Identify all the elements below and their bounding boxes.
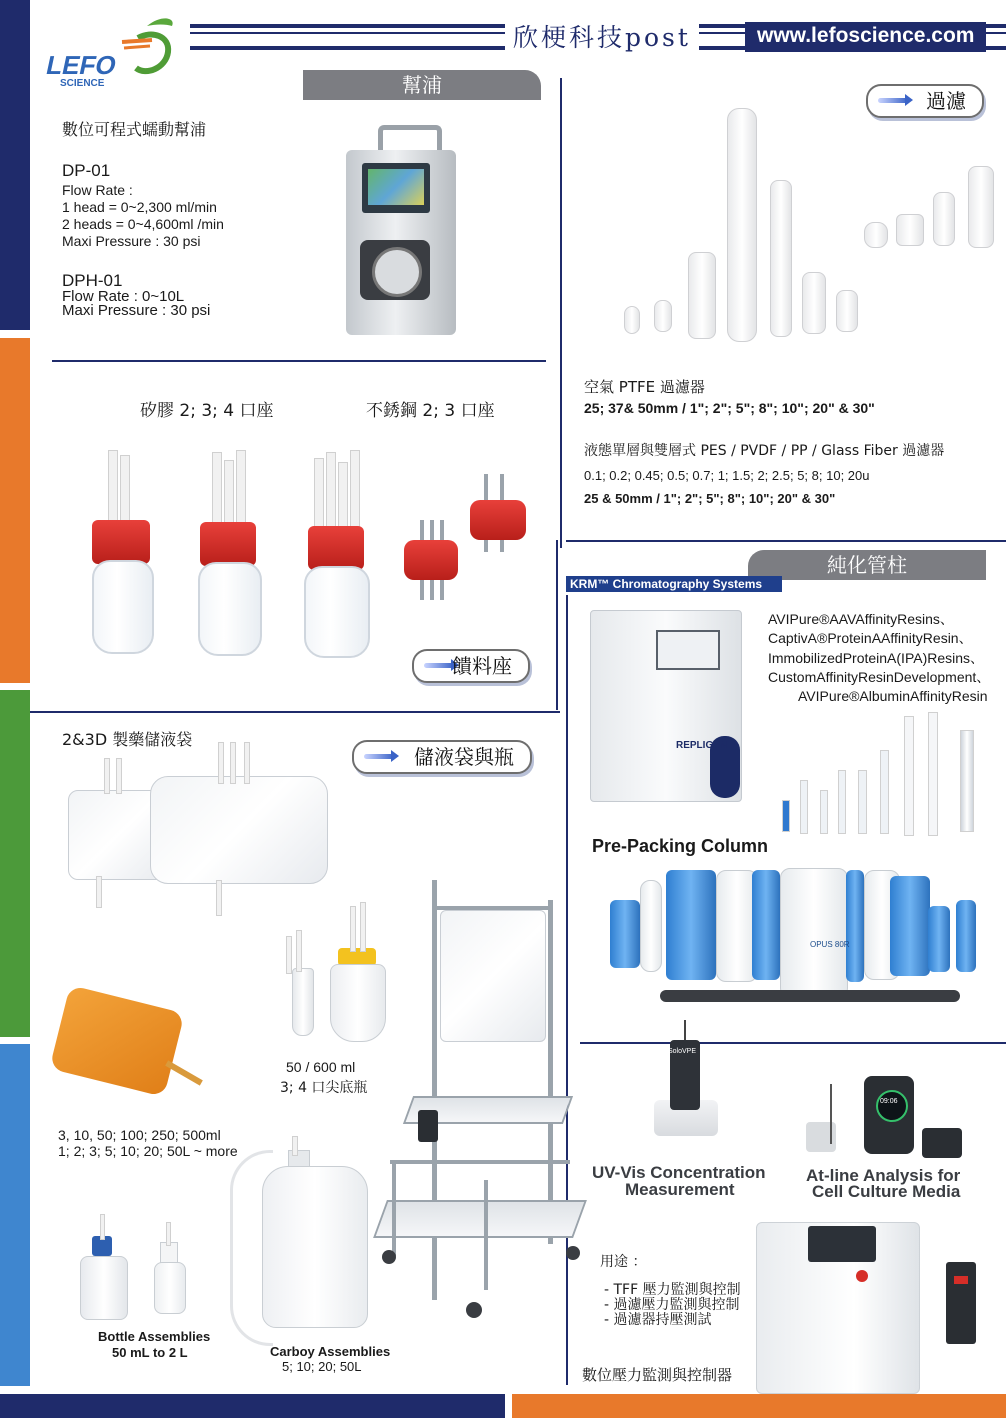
krm-banner-label: KRM™ Chromatography Systems <box>570 577 763 591</box>
dp01-line-0: Flow Rate : <box>62 182 133 198</box>
purification-divider <box>566 540 1006 542</box>
uv-title-2: Measurement <box>625 1180 735 1199</box>
bags-title: 2&3D 製藥儲液袋 <box>62 730 193 749</box>
logo <box>43 12 182 90</box>
liquid-filter-sizes: 25 & 50mm / 1"; 2"; 5"; 8"; 10"; 20" & 30" <box>584 491 836 506</box>
steel-ports-label: 不銹鋼 2; 3 口座 <box>366 401 495 421</box>
repligen-label: REPLIGEN <box>676 740 728 751</box>
center-divider-top <box>560 78 562 548</box>
silicone-ports-label: 矽膠 2; 3; 4 口座 <box>140 401 274 421</box>
prepacking-label: Pre-Packing Column <box>592 836 769 856</box>
dph01-line-1: Maxi Pressure : 30 psi <box>62 302 211 319</box>
pill-filter-label: 過濾 <box>926 89 966 113</box>
header-title: 欣梗科技post <box>505 18 699 54</box>
pill-filter[interactable] <box>866 84 984 118</box>
resin-line-1: CaptivA®ProteinAAffinityResin、 <box>768 630 973 646</box>
bottle-asm-label-2: 50 mL to 2 L <box>112 1345 188 1360</box>
dph01-model: DPH-01 <box>62 271 123 290</box>
side-strip-blue <box>0 1044 30 1386</box>
uv-title-1: UV-Vis Concentration <box>592 1163 766 1182</box>
carboy-label-2: 5; 10; 20; 50L <box>282 1359 362 1374</box>
liquid-filter-title: 液態單層與雙層式 PES / PVDF / PP / Glass Fiber 過濾器 <box>584 443 945 459</box>
bag-volume-1: 3, 10, 50; 100; 250; 500ml <box>58 1127 221 1143</box>
conical-bottle-volume: 50 / 600 ml <box>286 1059 356 1075</box>
resin-line-4: AVIPure®AlbuminAffinityResin <box>798 688 988 704</box>
atline-clock: 09:06 <box>880 1098 898 1105</box>
air-filter-sizes: 25; 37& 50mm / 1"; 2"; 5"; 8"; 10"; 20" & 30" <box>584 400 875 416</box>
side-strip-orange <box>0 338 30 683</box>
pressure-use-0: - TFF 壓力監測與控制 <box>604 1282 741 1298</box>
logo-text: LEFO <box>43 50 120 80</box>
pill-bags-label: 儲液袋與瓶 <box>414 745 514 769</box>
pill-bags[interactable] <box>352 740 532 774</box>
dp01-line-2: 2 heads = 0~4,600ml /min <box>62 216 224 232</box>
side-strip-green <box>0 690 30 1037</box>
solovpe-label: SoloVPE <box>668 1048 697 1055</box>
pressure-device-title: 數位壓力監測與控制器 <box>582 1366 733 1384</box>
header-url[interactable]: www.lefoscience.com <box>745 22 986 52</box>
dp01-line-3: Maxi Pressure : 30 psi <box>62 233 201 249</box>
atline-title-2: Cell Culture Media <box>812 1182 961 1201</box>
dp01-line-1: 1 head = 0~2,300 ml/min <box>62 199 217 215</box>
air-filter-title: 空氣 PTFE 過濾器 <box>584 378 705 396</box>
feed-divider <box>30 711 560 713</box>
opus-label: OPUS 80R <box>810 940 850 949</box>
logo-sub: SCIENCE <box>60 78 105 89</box>
tab-purification: 純化管柱 <box>748 550 986 580</box>
pill-feed[interactable] <box>412 649 530 683</box>
peristaltic-pump-image <box>340 125 460 335</box>
pressure-usage-label: 用途 ： <box>600 1254 647 1270</box>
resin-line-2: ImmobilizedProteinA(IPA)Resins、 <box>768 650 985 666</box>
bottom-bar-orange <box>512 1394 1006 1418</box>
resin-line-3: CustomAffinityResinDevelopment、 <box>768 669 991 685</box>
analysis-divider <box>580 1042 1006 1044</box>
center-divider-bottom <box>566 595 568 1385</box>
bottom-bar-navy <box>0 1394 505 1418</box>
resin-line-0: AVIPure®AAVAffinityResins、 <box>768 611 954 627</box>
pump-subtitle: 數位可程式蠕動幫浦 <box>62 120 207 139</box>
pill-feed-label: 饋料座 <box>452 654 512 678</box>
tab-pump: 幫浦 <box>303 70 541 100</box>
dph01-line-0: Flow Rate : 0~10L <box>62 288 185 305</box>
bag-volume-2: 1; 2; 3; 5; 10; 20; 50L ~ more <box>58 1143 238 1159</box>
pressure-use-1: - 過濾壓力監測與控制 <box>604 1297 740 1313</box>
krm-banner <box>566 576 782 592</box>
conical-bottle-ports: 3; 4 口尖底瓶 <box>280 1080 368 1096</box>
pump-divider <box>52 360 546 362</box>
pressure-use-2: - 過濾器持壓測試 <box>604 1312 712 1328</box>
feed-divider-vertical <box>556 540 558 710</box>
atline-title-1: At-line Analysis for <box>806 1166 961 1185</box>
liquid-filter-pores: 0.1; 0.2; 0.45; 0.5; 0.7; 1; 1.5; 2; 2.5; 5; 8; 10; 20u <box>584 468 870 483</box>
dp01-model: DP-01 <box>62 161 111 180</box>
carboy-label-1: Carboy Assemblies <box>270 1344 391 1359</box>
bottle-asm-label-1: Bottle Assemblies <box>98 1329 211 1344</box>
side-strip-navy <box>0 0 30 330</box>
